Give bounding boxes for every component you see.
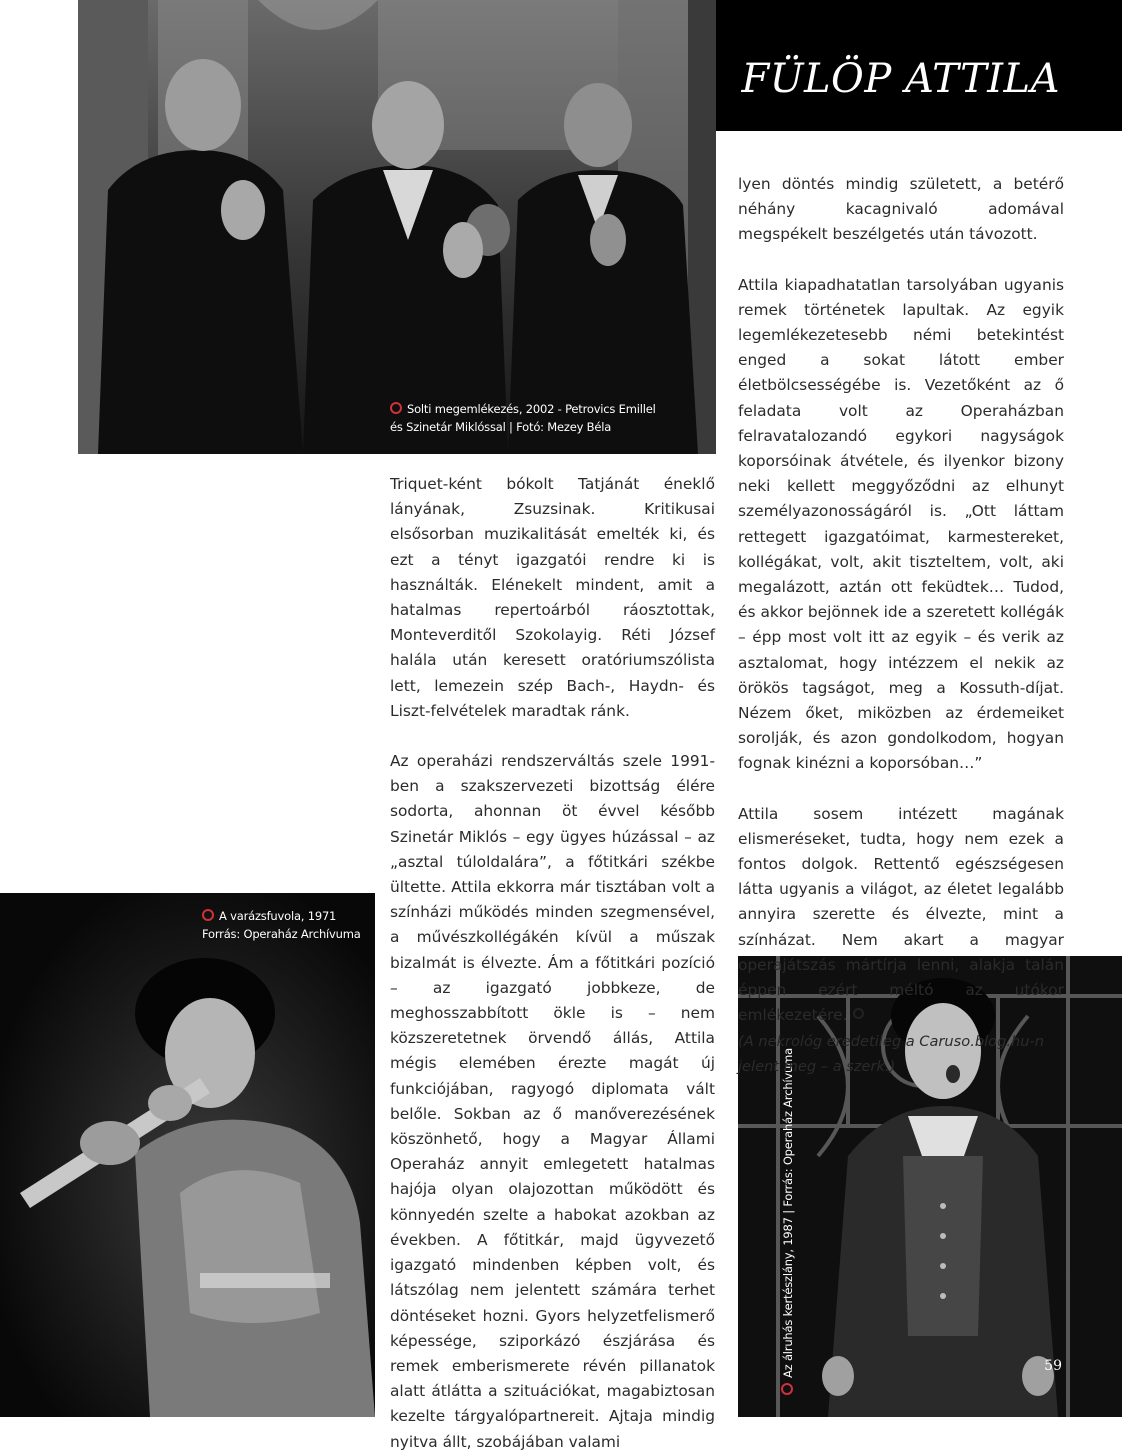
caption-top-line1: Solti megemlékezés, 2002 - Petrovics Emillel [407, 402, 656, 416]
article-column-middle [390, 472, 715, 1455]
caption-left-line1: A varázsfuvola, 1971 [219, 909, 337, 923]
photo-illustration [0, 893, 375, 1417]
article-paragraph: Az operaházi rendszerváltás szele 1991-ben a szakszervezeti bizottság élére sodorta, ahonnan öt évvel később Szinetár Miklós – egy ügyes húzással – az „asztal túloldalára”, a főtitkári székbe ültette. Attila ekkorra már tisztában volt a színházi működés minden szegmensével, a művészkollégákén kívül a műszak bizalmát is élvezte. Ám a főtitkári pozíció – az igazgató jobbkeze, de meghosszabbított ökle is – nem közszeretetnek örvendő állás, Attila mégis elemében érezte magát új funkciójában, ragyogó diplomata vált belőle. Sokban az ő manőverezésének köszönhető, hogy a Magyar Állami Operaház annyit emlegetett hatalmas hajója olyan olajozottan működött és könnyedén szelte a habokat azokban az években. A főtitkár, majd ügyvezető igazgató mindenben képben volt, és látszólag nem jelentett számára terhet döntéseket hozni. Gyors helyzetfelismerő képessége, sziporkázó észjárása és remek emberismerete révén pillanatok alatt átlátta a szituációkat, magabiztosan kezelte tárgyalópartnereit. Ajtaja mindig nyitva állt, szobájában valami [390, 752, 715, 1451]
article-paragraph: lyen döntés mindig született, a betérő néhány kacagnivaló adomával megspékelt beszélgetés után távozott. [738, 175, 1064, 244]
caption-ring-icon [202, 909, 214, 921]
end-mark-icon [853, 1008, 864, 1019]
caption-right-photo [779, 1048, 797, 1395]
caption-ring-icon [390, 402, 402, 414]
caption-right-text: Az álruhás kertészlány, 1987 | Forrás: Operaház Archívuma [781, 1048, 795, 1378]
title-box [716, 0, 1122, 131]
article-column-right [738, 172, 1064, 1079]
caption-top-photo [390, 400, 656, 436]
page-number: 59 [1044, 1358, 1062, 1374]
page-title: FÜLÖP ATTILA [741, 56, 1060, 102]
caption-ring-icon [781, 1383, 793, 1395]
photo-illustration [78, 0, 716, 454]
caption-left-photo [202, 907, 361, 943]
photo-magic-flute [0, 893, 375, 1417]
photo-solti-commemoration [78, 0, 716, 454]
article-paragraph: Attila kiapadhatatlan tarsolyában ugyanis remek történetek lapultak. Az egyik legemlékezetesebb némi betekintést enged a sokat látott ember életbölcsességébe is. Vezetőként az ő feladata volt az Operaházban felravatalozandó egykori nagyságok koporsóinak átvétele, és ilyenkor bizony neki kellett meggyőződni az elhunyt személyazonosságáról is. „Ott láttam rettegett igazgatóimat, karmestereket, kollégákat, volt, akit tiszteltem, volt, aki megalázott, aztán ott feküdtek… Tudod, és akkor bejönnek ide a szeretett kollégák – épp most volt itt az egyik – és verik az asztalomat, hogy intézzem el nekik az örökös tagságot, meg a Kossuth-díjat. Nézem őket, miközben az érdemeiket sorolják, és azon gondolkodom, hogyan fognak kinézni a koporsóban…” [738, 275, 1064, 773]
editor-note: (A nekrológ eredetileg a Caruso.blog.hu-n jelent meg – a szerk.) [738, 1032, 1045, 1075]
article-paragraph: Attila sosem intézett magának elismeréseket, tudta, hogy nem ezek a fontos dolgok. Rettentő egészségesen látta ugyanis a világot, az életet legalább annyira szerette és élvezte, mint a színházat. Nem akart a magyar operajátszás mártírja lenni, alakja talán éppen ezért méltó az utókor emlékezetére. [738, 804, 1064, 1025]
caption-left-line2: Forrás: Operaház Archívuma [202, 927, 361, 941]
article-paragraph: Triquet-ként bókolt Tatjánát éneklő lányának, Zsuzsinak. Kritikusai elsősorban muzikalitását emelték ki, és ezt a tényt igazgatói rendre ki is használták. Elénekelt mindent, amit a hatalmas repertoárból ráosztottak, Monteverditől Szokolayig. Réti József halála után keresett oratóriumszólista lett, lemezein szép Bach-, Haydn- és Liszt-felvételek maradtak ránk. [390, 475, 715, 720]
caption-top-line2: és Szinetár Miklóssal | Fotó: Mezey Béla [390, 420, 612, 434]
